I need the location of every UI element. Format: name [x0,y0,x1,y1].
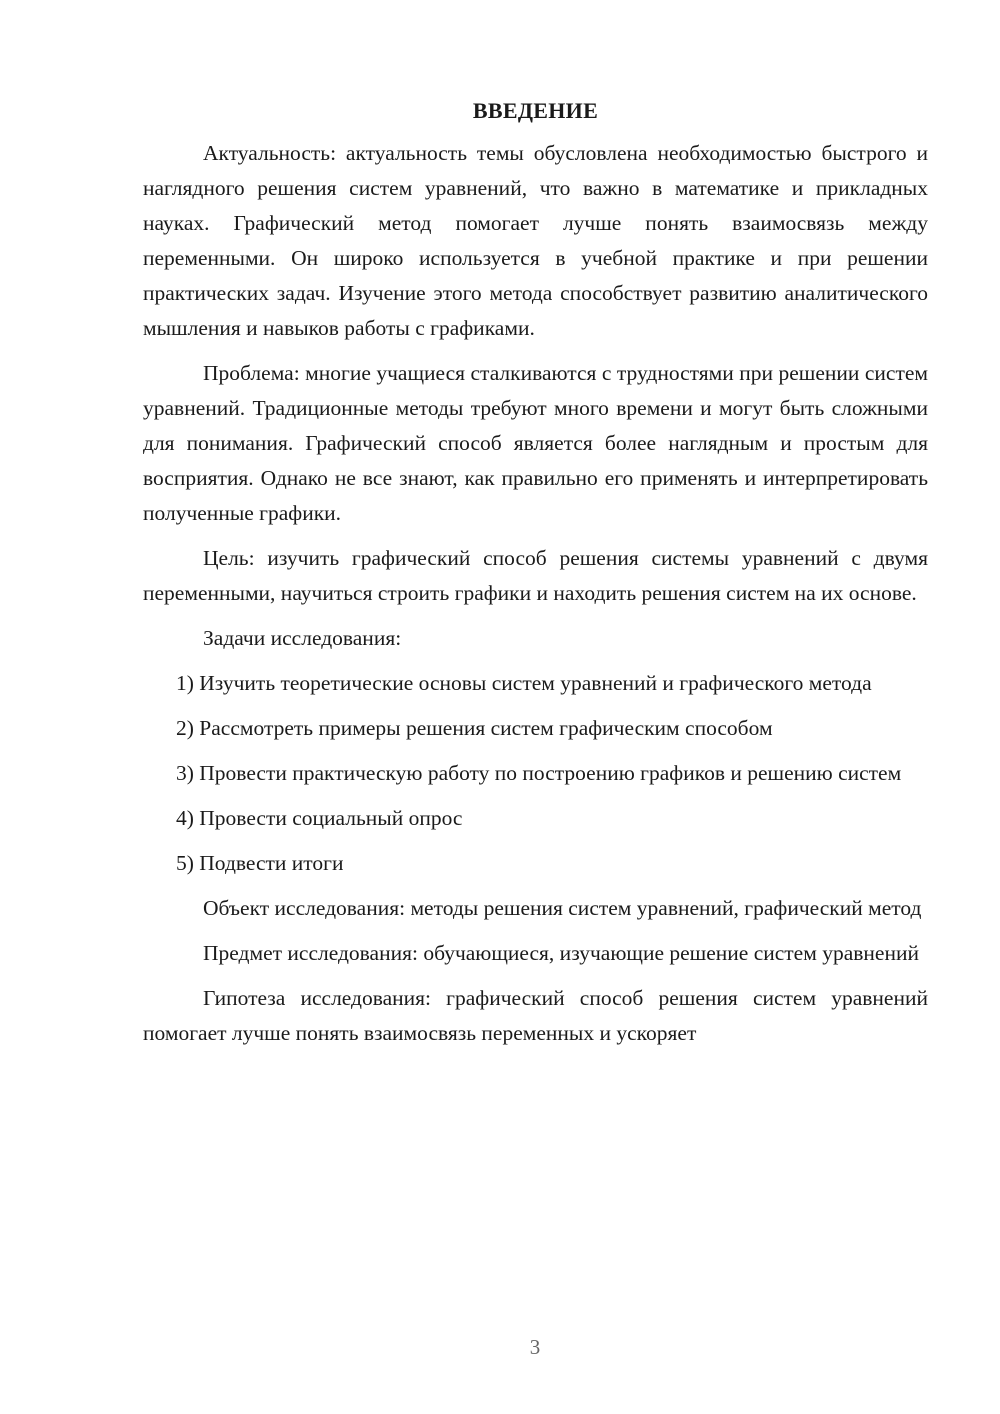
hypothesis-paragraph: Гипотеза исследования: графический способ решения систем уравнений помогает лучше понять взаимосвязь переменных и ускоряет [143,986,928,1045]
list-item: 2) Рассмотреть примеры решения систем графическим способом [176,716,773,740]
tasks-list [143,666,928,881]
page-number: 3 [529,1335,541,1359]
page-title: ВВЕДЕНИЕ [472,98,599,123]
list-item: 3) Провести практическую работу по построению графиков и решению систем [176,761,902,785]
relevance-paragraph: Актуальность: актуальность темы обусловлена необходимостью быстрого и наглядного решения систем уравнений, что важно в математике и прикладных науках. Графический метод помогает лучше понять взаимосвязь между переменными. Он широко используется в учебной практике и при решении практических задач. Изучение этого метода способствует развитию аналитического мышления и навыков работы с графиками. [143,141,928,340]
tasks-heading: Задачи исследования: [203,626,402,650]
goal-paragraph: Цель: изучить графический способ решения системы уравнений с двумя переменными, научиться строить графики и находить решения систем на их основе. [143,546,928,605]
list-item: 4) Провести социальный опрос [176,806,463,830]
subject-paragraph: Предмет исследования: обучающиеся, изучающие решение систем уравнений [203,941,919,965]
document-page [143,95,928,1051]
list-item: 5) Подвести итоги [176,851,344,875]
list-item: 1) Изучить теоретические основы систем уравнений и графического метода [176,671,872,695]
problem-paragraph: Проблема: многие учащиеся сталкиваются с трудностями при решении систем уравнений. Традиционные методы требуют много времени и могут быть сложными для понимания. Графический способ является более наглядным и простым для восприятия. Однако не все знают, как правильно его применять и интерпретировать полученные графики. [143,361,928,525]
object-paragraph: Объект исследования: методы решения систем уравнений, графический метод [203,896,922,920]
